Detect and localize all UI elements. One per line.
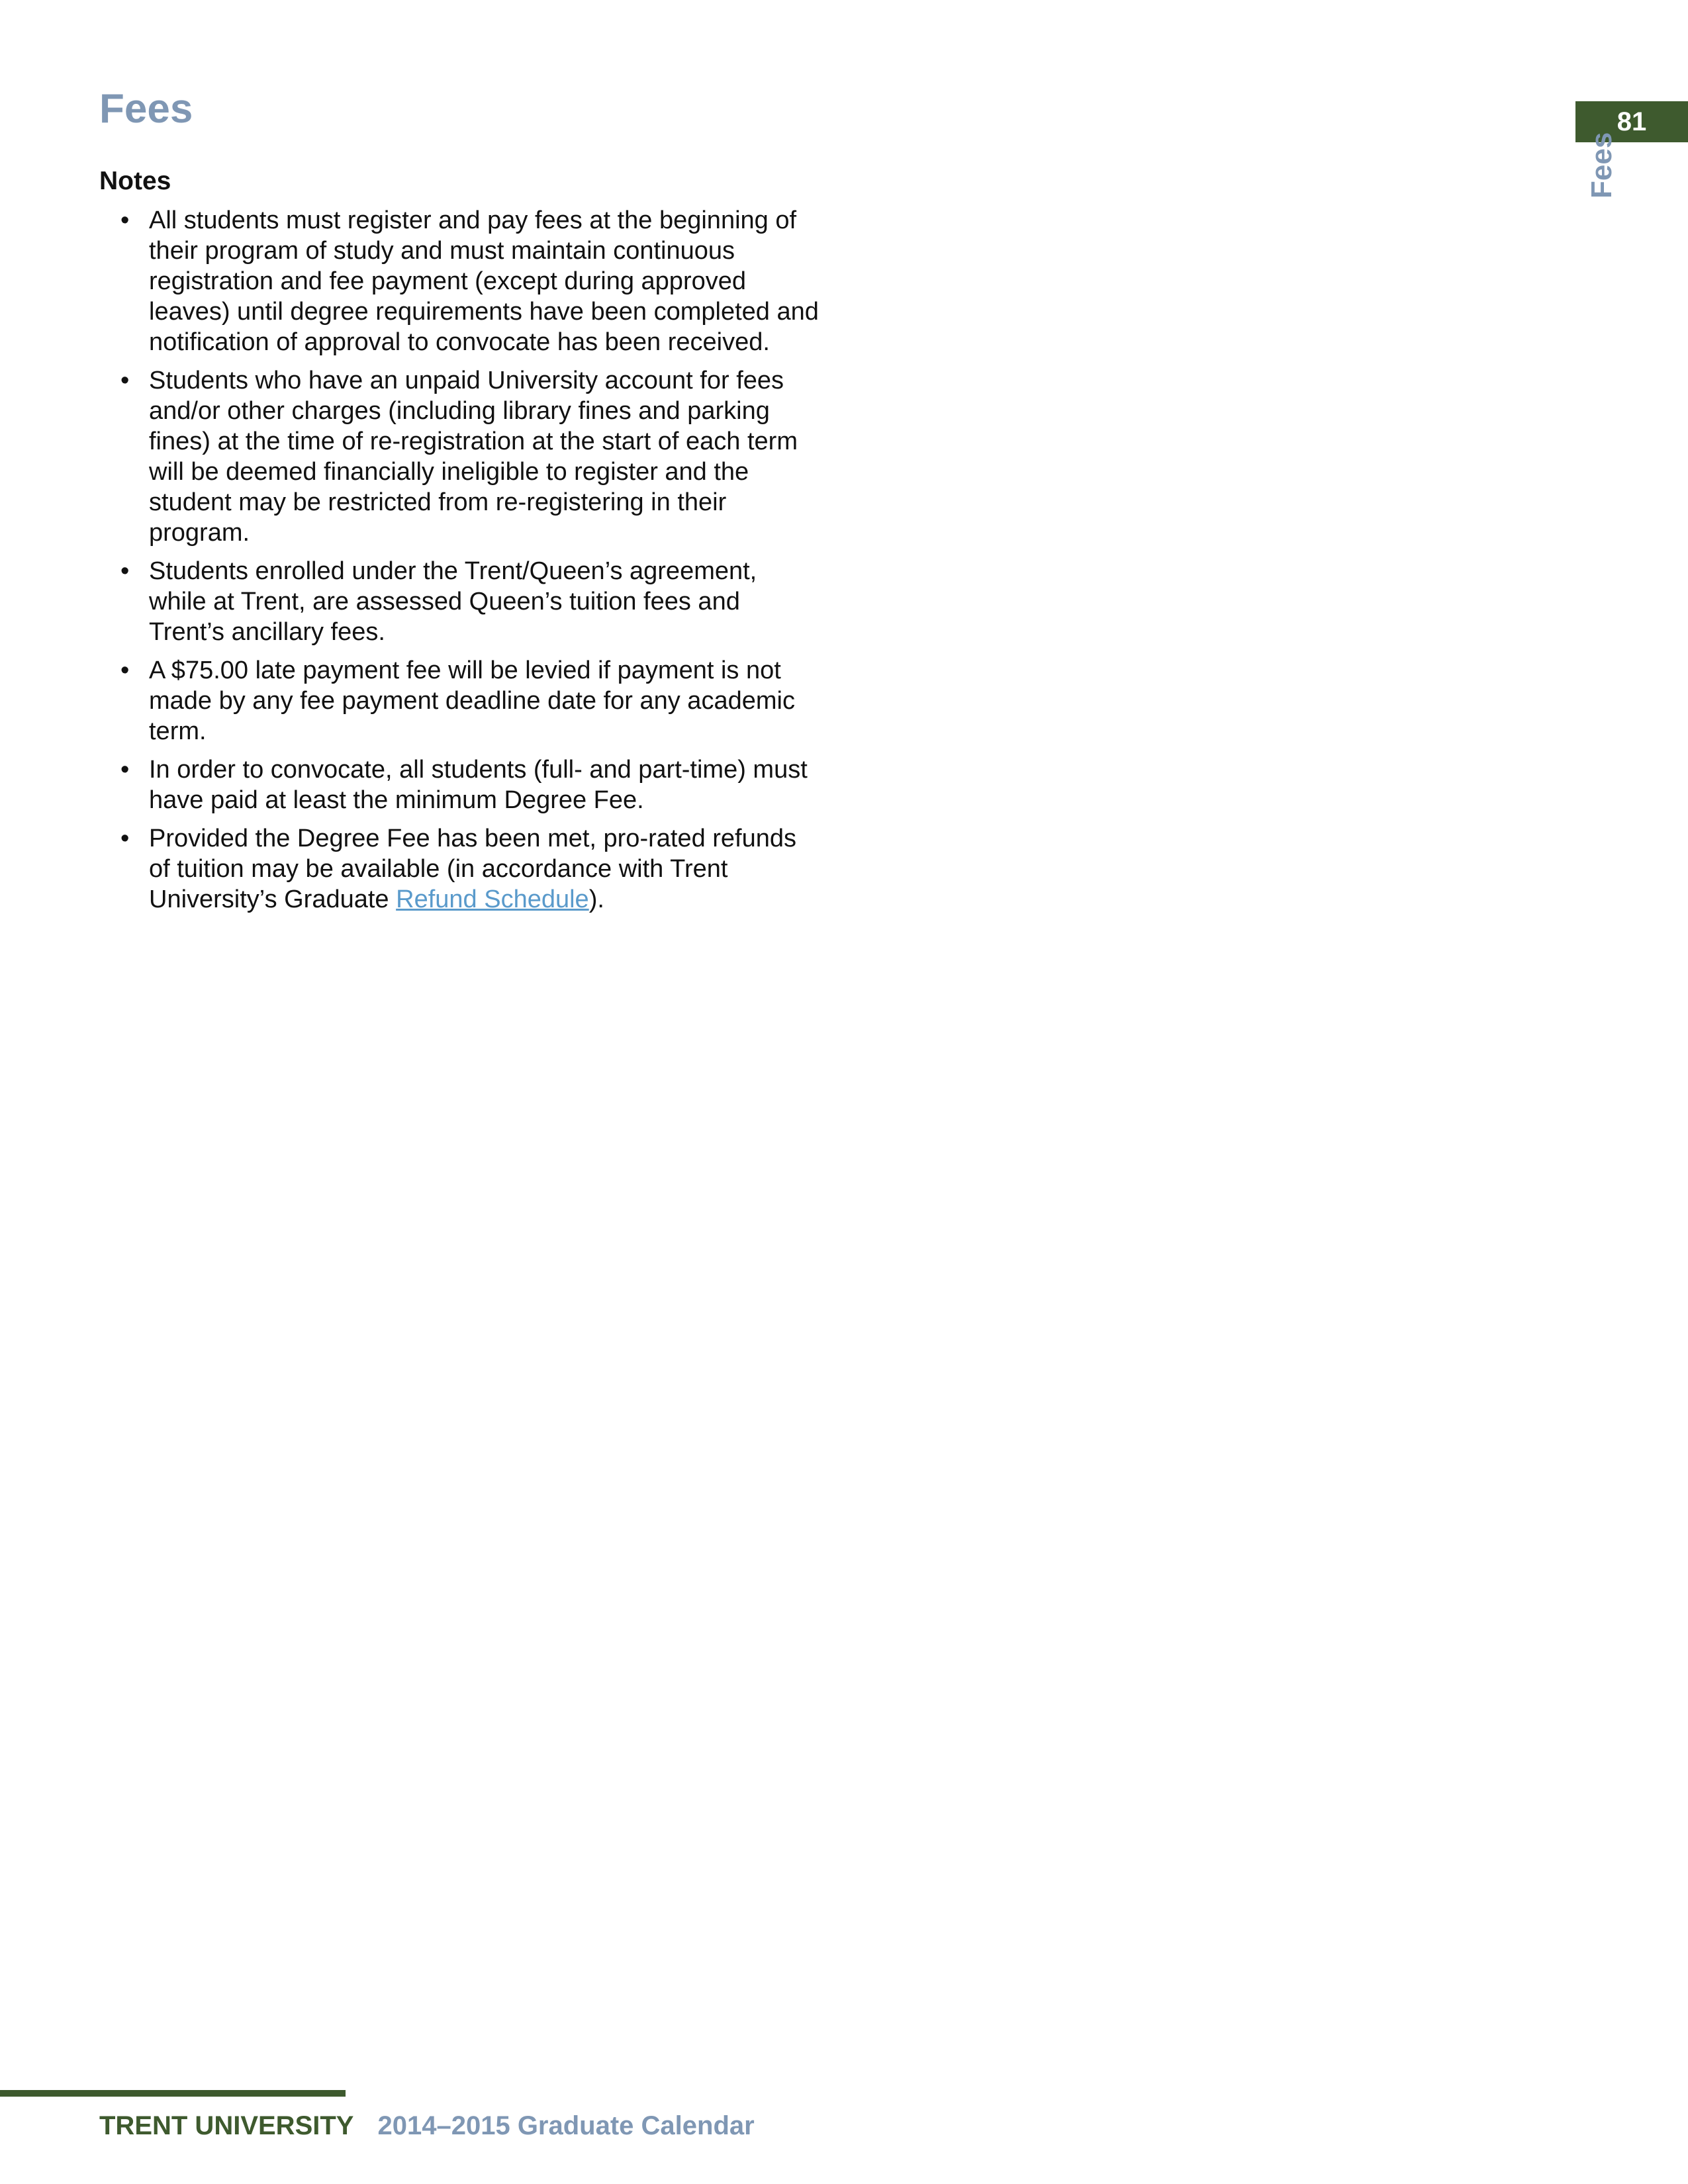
note-text: Students enrolled under the Trent/Queen’s agreement, while at Trent, are assessed Queen’s tuition fees and Trent’s ancillary fees. bbox=[149, 557, 757, 646]
footer-calendar: 2014–2015 Graduate Calendar bbox=[377, 2111, 755, 2140]
refund-schedule-link[interactable]: Refund Schedule bbox=[396, 886, 589, 913]
bullet-icon: • bbox=[120, 557, 130, 585]
note-text: A $75.00 late payment fee will be levied if payment is not made by any fee payment deadline date for any academic term. bbox=[149, 657, 795, 745]
footer-university: TRENT UNIVERSITY bbox=[99, 2111, 354, 2140]
section-title: Fees bbox=[99, 86, 193, 132]
bullet-icon: • bbox=[120, 367, 130, 394]
bullet-icon: • bbox=[120, 825, 130, 852]
note-text: All students must register and pay fees at the beginning of their program of study and must maintain continuous registration and fee payment (except during approved leaves) until degree requirements have been completed and notification of approval to convocate has been received. bbox=[149, 206, 819, 356]
note-item-unpaid-account bbox=[99, 365, 821, 548]
note-text: In order to convocate, all students (full- and part-time) must have paid at least the minimum Degree Fee. bbox=[149, 756, 808, 814]
footer-rule bbox=[0, 2090, 346, 2097]
note-item-convocate bbox=[99, 754, 821, 815]
notes-heading: Notes bbox=[99, 167, 171, 195]
side-tab-label: Fees bbox=[1585, 132, 1618, 199]
note-item-trent-queens bbox=[99, 556, 821, 647]
note-item-late-fee bbox=[99, 655, 821, 747]
page-number: 81 bbox=[1617, 107, 1647, 136]
note-text-after: ). bbox=[588, 886, 604, 913]
note-text-before: Provided the Degree Fee has been met, pro-rated refunds of tuition may be available (in accordance with Trent University’s Graduate bbox=[149, 825, 797, 913]
note-item-refunds bbox=[99, 823, 821, 915]
footer bbox=[99, 2111, 755, 2141]
note-text: Students who have an unpaid University account for fees and/or other charges (including library fines and parking fines) at the time of re-registration at the start of each term will be deemed financially ineligible to register and the student may be restricted from re-registering in their program. bbox=[149, 367, 798, 547]
note-item-registration bbox=[99, 205, 821, 357]
bullet-icon: • bbox=[120, 756, 130, 784]
notes-list bbox=[99, 205, 821, 923]
bullet-icon: • bbox=[120, 657, 130, 684]
bullet-icon: • bbox=[120, 206, 130, 234]
